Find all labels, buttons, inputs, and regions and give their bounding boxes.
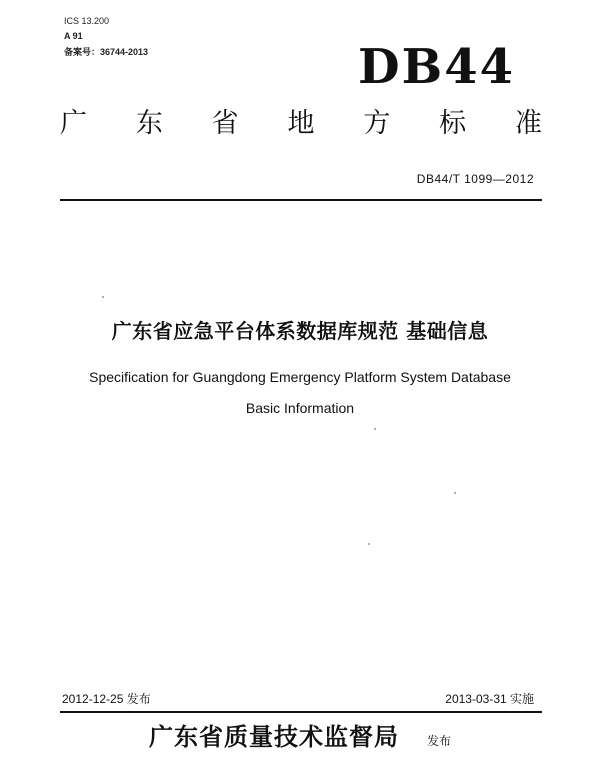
issuer-block [0,722,600,752]
bottom-divider [60,711,542,713]
standard-type-char: 准 [514,108,542,139]
scan-speck [368,543,370,545]
document-title-en-line2: Basic Information [245,400,355,416]
issuer-action: 发布 [426,734,451,748]
top-divider [60,199,542,201]
scan-speck [102,296,104,298]
record-number: 备案号：36744-2013 [64,47,149,57]
standard-type-char: 标 [439,108,467,139]
standard-number: DB44/T 1099—2012 [416,172,534,186]
scan-speck [454,492,456,494]
issuing-authority: 广东省质量技术监督局 [148,722,399,751]
scan-speck [374,428,376,430]
db44-logo: DB44 [358,39,515,95]
standard-type-char: 地 [287,108,315,139]
document-title-zh: 广东省应急平台体系数据库规范 基础信息 [111,319,489,343]
implementation-date: 2013-03-31 实施 [445,692,534,706]
document-title-en-line1: Specification for Guangdong Emergency Platform System Database [89,369,511,385]
ics-code: ICS 13.200 [64,16,110,26]
classification-code: A 91 [64,31,83,41]
issue-date: 2012-12-25 发布 [62,692,151,706]
standard-type-heading [60,108,542,140]
standard-type-char: 广 [60,108,87,139]
standard-type-char: 省 [211,108,239,139]
standard-type-char: 方 [363,108,391,139]
standard-type-char: 东 [135,108,163,139]
